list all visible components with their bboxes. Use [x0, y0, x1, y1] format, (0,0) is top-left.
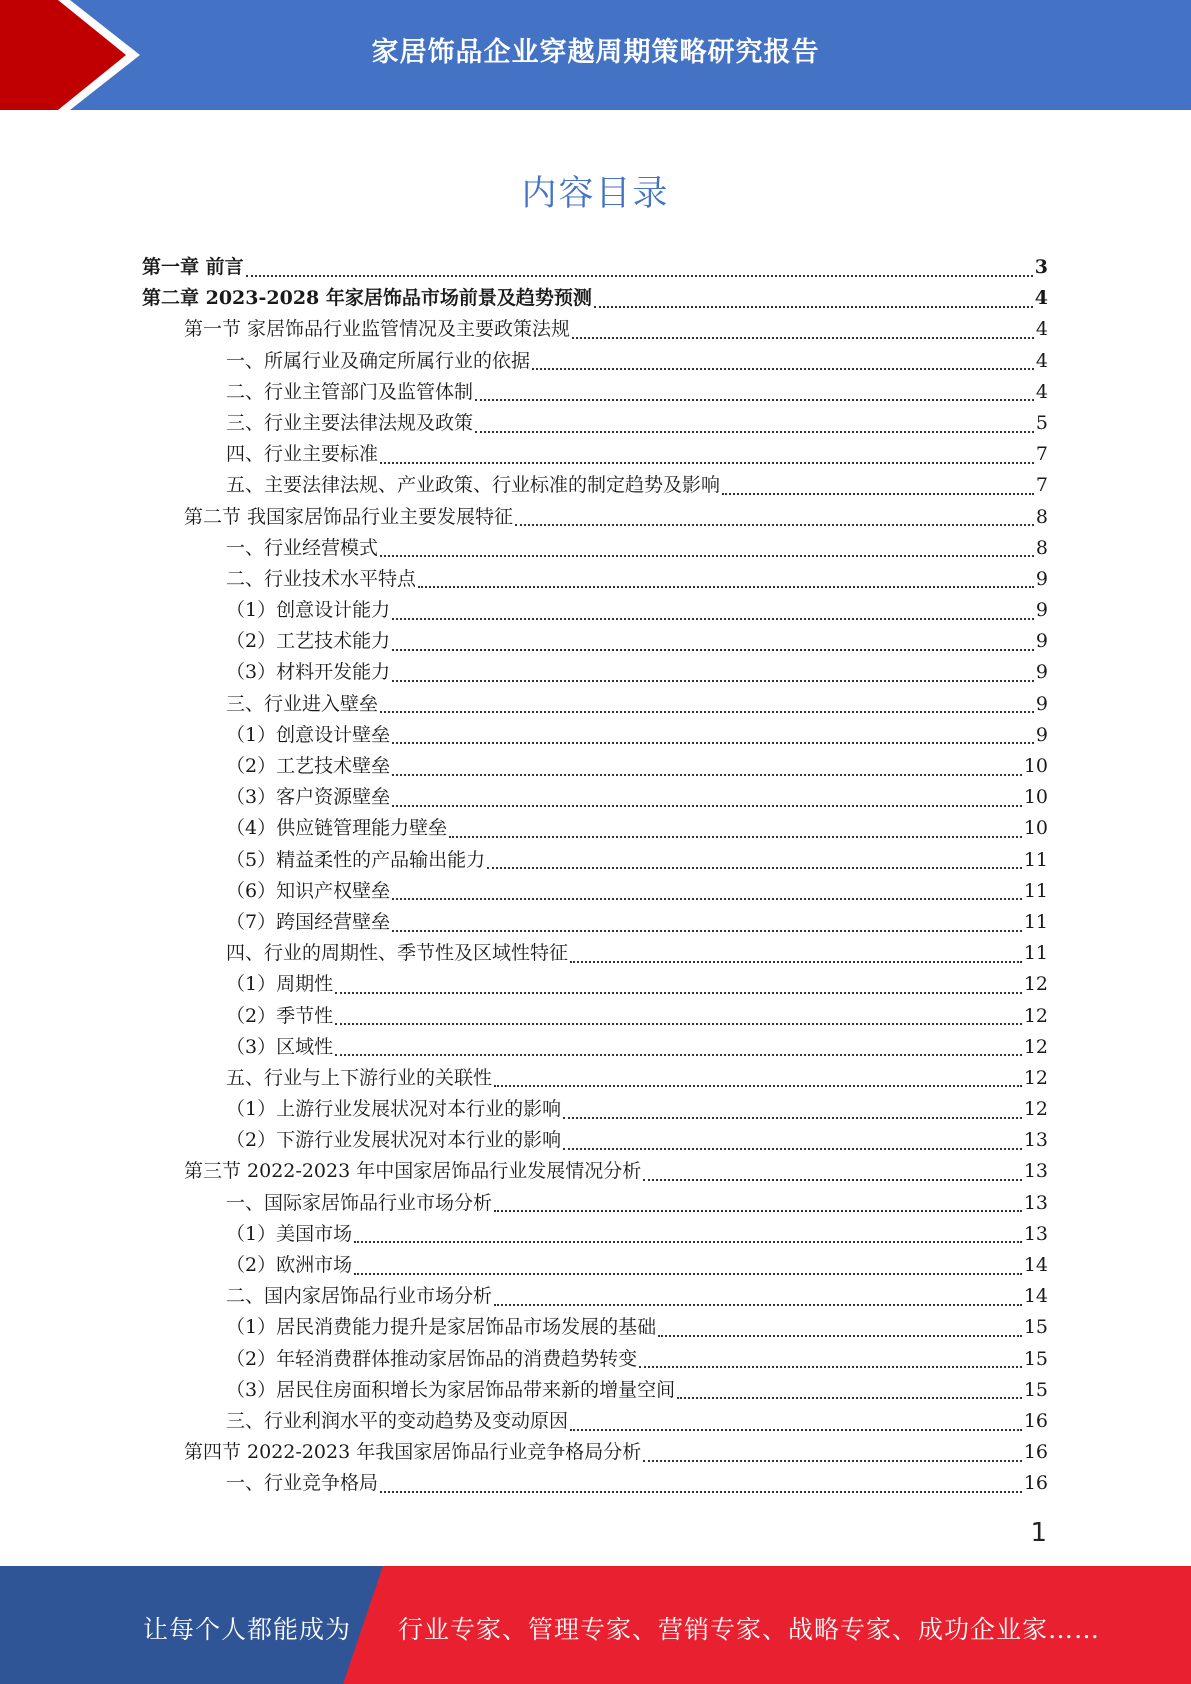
toc-entry-title: 二、国内家居饰品行业市场分析 — [226, 1285, 493, 1308]
toc-entry-page: 4 — [1035, 349, 1048, 372]
toc-entry[interactable] — [142, 1437, 1048, 1468]
toc-entry-page: 14 — [1023, 1254, 1048, 1276]
toc-leader-dots — [392, 618, 1034, 620]
toc-entry-title: （1）创意设计能力 — [226, 599, 391, 622]
toc-entry-title: （1）周期性 — [226, 973, 334, 996]
toc-entry[interactable] — [142, 876, 1048, 907]
toc-entry-page: 13 — [1023, 1191, 1048, 1214]
toc-entry[interactable] — [142, 751, 1048, 782]
toc-entry-page: 12 — [1023, 1098, 1048, 1121]
toc-leader-dots — [643, 1460, 1022, 1462]
toc-entry[interactable] — [142, 470, 1048, 501]
toc-entry-page: 10 — [1023, 786, 1048, 809]
toc-leader-dots — [532, 368, 1034, 370]
toc-entry-title: （2）季节性 — [226, 1004, 334, 1027]
toc-entry[interactable] — [142, 595, 1048, 626]
toc-entry-page: 3 — [1034, 256, 1048, 278]
toc-entry[interactable] — [142, 720, 1048, 751]
toc-entry-page: 13 — [1023, 1160, 1048, 1183]
toc-entry-page: 16 — [1023, 1472, 1048, 1495]
toc-entry-page: 15 — [1023, 1316, 1048, 1339]
toc-entry-page: 9 — [1035, 599, 1048, 622]
toc-leader-dots — [487, 867, 1022, 869]
page-header — [0, 0, 1191, 110]
toc-leader-dots — [354, 1273, 1022, 1275]
toc-entry[interactable] — [142, 907, 1048, 938]
toc-entry-title: （2）年轻消费群体推动家居饰品的消费趋势转变 — [226, 1347, 638, 1370]
toc-entry[interactable] — [142, 1032, 1048, 1063]
toc-entry-page: 9 — [1035, 630, 1048, 653]
toc-entry-title: 一、所属行业及确定所属行业的依据 — [226, 349, 531, 372]
toc-entry-title: （2）欧洲市场 — [226, 1254, 353, 1276]
toc-leader-dots — [392, 805, 1022, 807]
toc-entry[interactable] — [142, 1281, 1048, 1312]
toc-entry[interactable] — [142, 377, 1048, 408]
toc-entry-page: 15 — [1023, 1378, 1048, 1401]
toc-leader-dots — [380, 1491, 1022, 1493]
toc-entry[interactable] — [142, 1156, 1048, 1187]
toc-leader-dots — [246, 275, 1033, 277]
toc-leader-dots — [494, 1085, 1022, 1087]
toc-entry-page: 14 — [1023, 1285, 1048, 1308]
toc-entry[interactable] — [142, 1125, 1048, 1156]
toc-entry-title: （1）上游行业发展状况对本行业的影响 — [226, 1098, 562, 1121]
toc-entry[interactable] — [142, 657, 1048, 688]
toc-entry[interactable] — [142, 564, 1048, 595]
toc-entry-title: 第二节 我国家居饰品行业主要发展特征 — [184, 505, 514, 528]
toc-entry-page: 7 — [1035, 443, 1048, 466]
toc-entry-title: （2）工艺技术壁垒 — [226, 755, 391, 777]
footer-slogan-right: 行业专家、管理专家、营销专家、战略专家、成功企业家…… — [398, 1615, 1101, 1644]
toc-leader-dots — [335, 1054, 1022, 1056]
toc-entry-page: 11 — [1023, 848, 1048, 871]
toc-entry-title: （4）供应链管理能力壁垒 — [226, 817, 448, 840]
toc-entry-page: 5 — [1035, 411, 1048, 434]
toc-entry[interactable] — [142, 283, 1048, 314]
toc-entry-title: （1）居民消费能力提升是家居饰品市场发展的基础 — [226, 1316, 657, 1339]
toc-entry-title: 第四节 2022-2023 年我国家居饰品行业竞争格局分析 — [184, 1441, 642, 1464]
toc-entry-title: （6）知识产权壁垒 — [226, 879, 391, 902]
report-title: 家居饰品企业穿越周期策略研究报告 — [371, 37, 820, 68]
page-number: 1 — [1030, 1518, 1047, 1548]
toc-entry-page: 10 — [1023, 817, 1048, 840]
toc-entry-title: 二、行业技术水平特点 — [226, 567, 417, 590]
toc-leader-dots — [449, 836, 1022, 838]
toc-leader-dots — [677, 1397, 1022, 1399]
toc-entry[interactable] — [142, 1001, 1048, 1032]
toc-entry-title: 五、行业与上下游行业的关联性 — [226, 1066, 493, 1089]
toc-leader-dots — [658, 1335, 1022, 1337]
toc-entry-title: （3）区域性 — [226, 1035, 334, 1058]
toc-leader-dots — [392, 930, 1022, 932]
toc-entry-title: 一、行业竞争格局 — [226, 1472, 379, 1495]
toc-leader-dots — [335, 992, 1022, 994]
toc-entry[interactable] — [142, 439, 1048, 470]
toc-leader-dots — [354, 1241, 1022, 1243]
toc-entry[interactable] — [142, 252, 1048, 283]
toc-entry[interactable] — [142, 845, 1048, 876]
toc-entry-title: （3）居民住房面积增长为家居饰品带来新的增量空间 — [226, 1378, 676, 1401]
page-footer — [0, 1566, 1191, 1684]
toc-entry-page: 13 — [1023, 1222, 1048, 1245]
toc-leader-dots — [392, 898, 1022, 900]
toc-entry-page: 12 — [1023, 973, 1048, 996]
toc-leader-dots — [494, 1304, 1022, 1306]
toc-leader-dots — [380, 555, 1034, 557]
toc-entry-page: 4 — [1034, 287, 1048, 310]
toc-entry-page: 10 — [1023, 755, 1048, 777]
toc-entry[interactable] — [142, 1375, 1048, 1406]
toc-entry-title: 四、行业主要标准 — [226, 443, 379, 466]
table-of-contents — [142, 252, 1048, 1500]
toc-entry-title: 二、行业主管部门及监管体制 — [226, 380, 474, 403]
toc-leader-dots — [515, 524, 1034, 526]
toc-entry-title: 第二章 2023-2028 年家居饰品市场前景及趋势预测 — [142, 287, 592, 310]
toc-leader-dots — [570, 961, 1022, 963]
toc-entry-page: 12 — [1023, 1035, 1048, 1058]
toc-entry-title: 第三节 2022-2023 年中国家居饰品行业发展情况分析 — [184, 1160, 642, 1183]
toc-entry-page: 13 — [1023, 1129, 1048, 1152]
toc-leader-dots — [563, 1148, 1022, 1150]
toc-entry-page: 8 — [1035, 505, 1048, 528]
toc-leader-dots — [475, 431, 1034, 433]
toc-leader-dots — [494, 1210, 1022, 1212]
toc-entry-page: 4 — [1035, 318, 1048, 341]
toc-entry[interactable] — [142, 969, 1048, 1000]
toc-entry[interactable] — [142, 1094, 1048, 1125]
toc-entry-title: （3）客户资源壁垒 — [226, 786, 391, 809]
toc-entry-page: 8 — [1035, 536, 1048, 559]
toc-entry[interactable] — [142, 689, 1048, 720]
toc-entry-title: 三、行业进入壁垒 — [226, 692, 379, 715]
toc-entry[interactable] — [142, 314, 1048, 345]
toc-entry[interactable] — [142, 813, 1048, 844]
toc-heading: 内容目录 — [521, 174, 670, 214]
toc-entry-title: 一、行业经营模式 — [226, 536, 379, 559]
toc-entry-page: 15 — [1023, 1347, 1048, 1370]
toc-entry[interactable] — [142, 626, 1048, 657]
footer-slogan-left: 让每个人都能成为 — [143, 1615, 352, 1644]
toc-entry-title: 一、国际家居饰品行业市场分析 — [226, 1191, 493, 1214]
toc-entry-title: 五、主要法律法规、产业政策、行业标准的制定趋势及影响 — [226, 474, 721, 497]
toc-entry-page: 11 — [1023, 942, 1048, 965]
toc-leader-dots — [572, 337, 1034, 339]
toc-leader-dots — [570, 1429, 1022, 1431]
toc-entry-page: 4 — [1035, 380, 1048, 403]
toc-entry-title: （5）精益柔性的产品输出能力 — [226, 848, 486, 871]
toc-leader-dots — [380, 711, 1034, 713]
toc-entry-title: 四、行业的周期性、季节性及区域性特征 — [226, 942, 569, 965]
toc-entry[interactable] — [142, 1219, 1048, 1250]
toc-leader-dots — [392, 649, 1034, 651]
toc-entry[interactable] — [142, 533, 1048, 564]
toc-entry-page: 9 — [1035, 567, 1048, 590]
toc-entry-page: 12 — [1023, 1066, 1048, 1089]
toc-leader-dots — [335, 1023, 1022, 1025]
toc-entry-title: （2）工艺技术能力 — [226, 630, 391, 653]
toc-entry[interactable] — [142, 938, 1048, 969]
toc-leader-dots — [722, 493, 1034, 495]
toc-entry-page: 12 — [1023, 1004, 1048, 1027]
toc-entry-title: （1）美国市场 — [226, 1222, 353, 1245]
toc-entry-title: （3）材料开发能力 — [226, 661, 391, 684]
toc-entry[interactable] — [142, 502, 1048, 533]
toc-entry-page: 9 — [1035, 723, 1048, 746]
toc-entry-title: （7）跨国经营壁垒 — [226, 910, 391, 933]
toc-entry-page: 7 — [1035, 474, 1048, 497]
toc-entry-title: 第一章 前言 — [142, 256, 244, 278]
toc-entry[interactable] — [142, 1312, 1048, 1343]
toc-entry[interactable] — [142, 1250, 1048, 1281]
toc-entry[interactable] — [142, 1468, 1048, 1499]
toc-entry-page: 16 — [1023, 1441, 1048, 1464]
toc-entry-title: 三、行业主要法律法规及政策 — [226, 411, 474, 434]
toc-entry[interactable] — [142, 1344, 1048, 1375]
toc-entry[interactable] — [142, 1406, 1048, 1437]
toc-entry-title: （2）下游行业发展状况对本行业的影响 — [226, 1129, 562, 1152]
toc-entry-title: 三、行业利润水平的变动趋势及变动原因 — [226, 1409, 569, 1432]
toc-entry[interactable] — [142, 782, 1048, 813]
toc-entry-page: 16 — [1023, 1409, 1048, 1432]
toc-entry[interactable] — [142, 408, 1048, 439]
toc-leader-dots — [475, 399, 1034, 401]
toc-leader-dots — [563, 1117, 1022, 1119]
toc-leader-dots — [639, 1366, 1022, 1368]
toc-leader-dots — [392, 774, 1022, 776]
toc-entry[interactable] — [142, 1063, 1048, 1094]
toc-leader-dots — [380, 462, 1034, 464]
toc-leader-dots — [594, 306, 1033, 308]
toc-entry[interactable] — [142, 346, 1048, 377]
toc-entry-page: 9 — [1035, 661, 1048, 684]
toc-entry-title: （1）创意设计壁垒 — [226, 723, 391, 746]
toc-entry-title: 第一节 家居饰品行业监管情况及主要政策法规 — [184, 318, 571, 341]
toc-entry-page: 11 — [1023, 879, 1048, 902]
toc-entry[interactable] — [142, 1188, 1048, 1219]
toc-leader-dots — [643, 1179, 1022, 1181]
toc-entry-page: 9 — [1035, 692, 1048, 715]
toc-entry-page: 11 — [1023, 910, 1048, 933]
toc-leader-dots — [392, 742, 1034, 744]
toc-leader-dots — [418, 586, 1034, 588]
toc-leader-dots — [392, 680, 1034, 682]
